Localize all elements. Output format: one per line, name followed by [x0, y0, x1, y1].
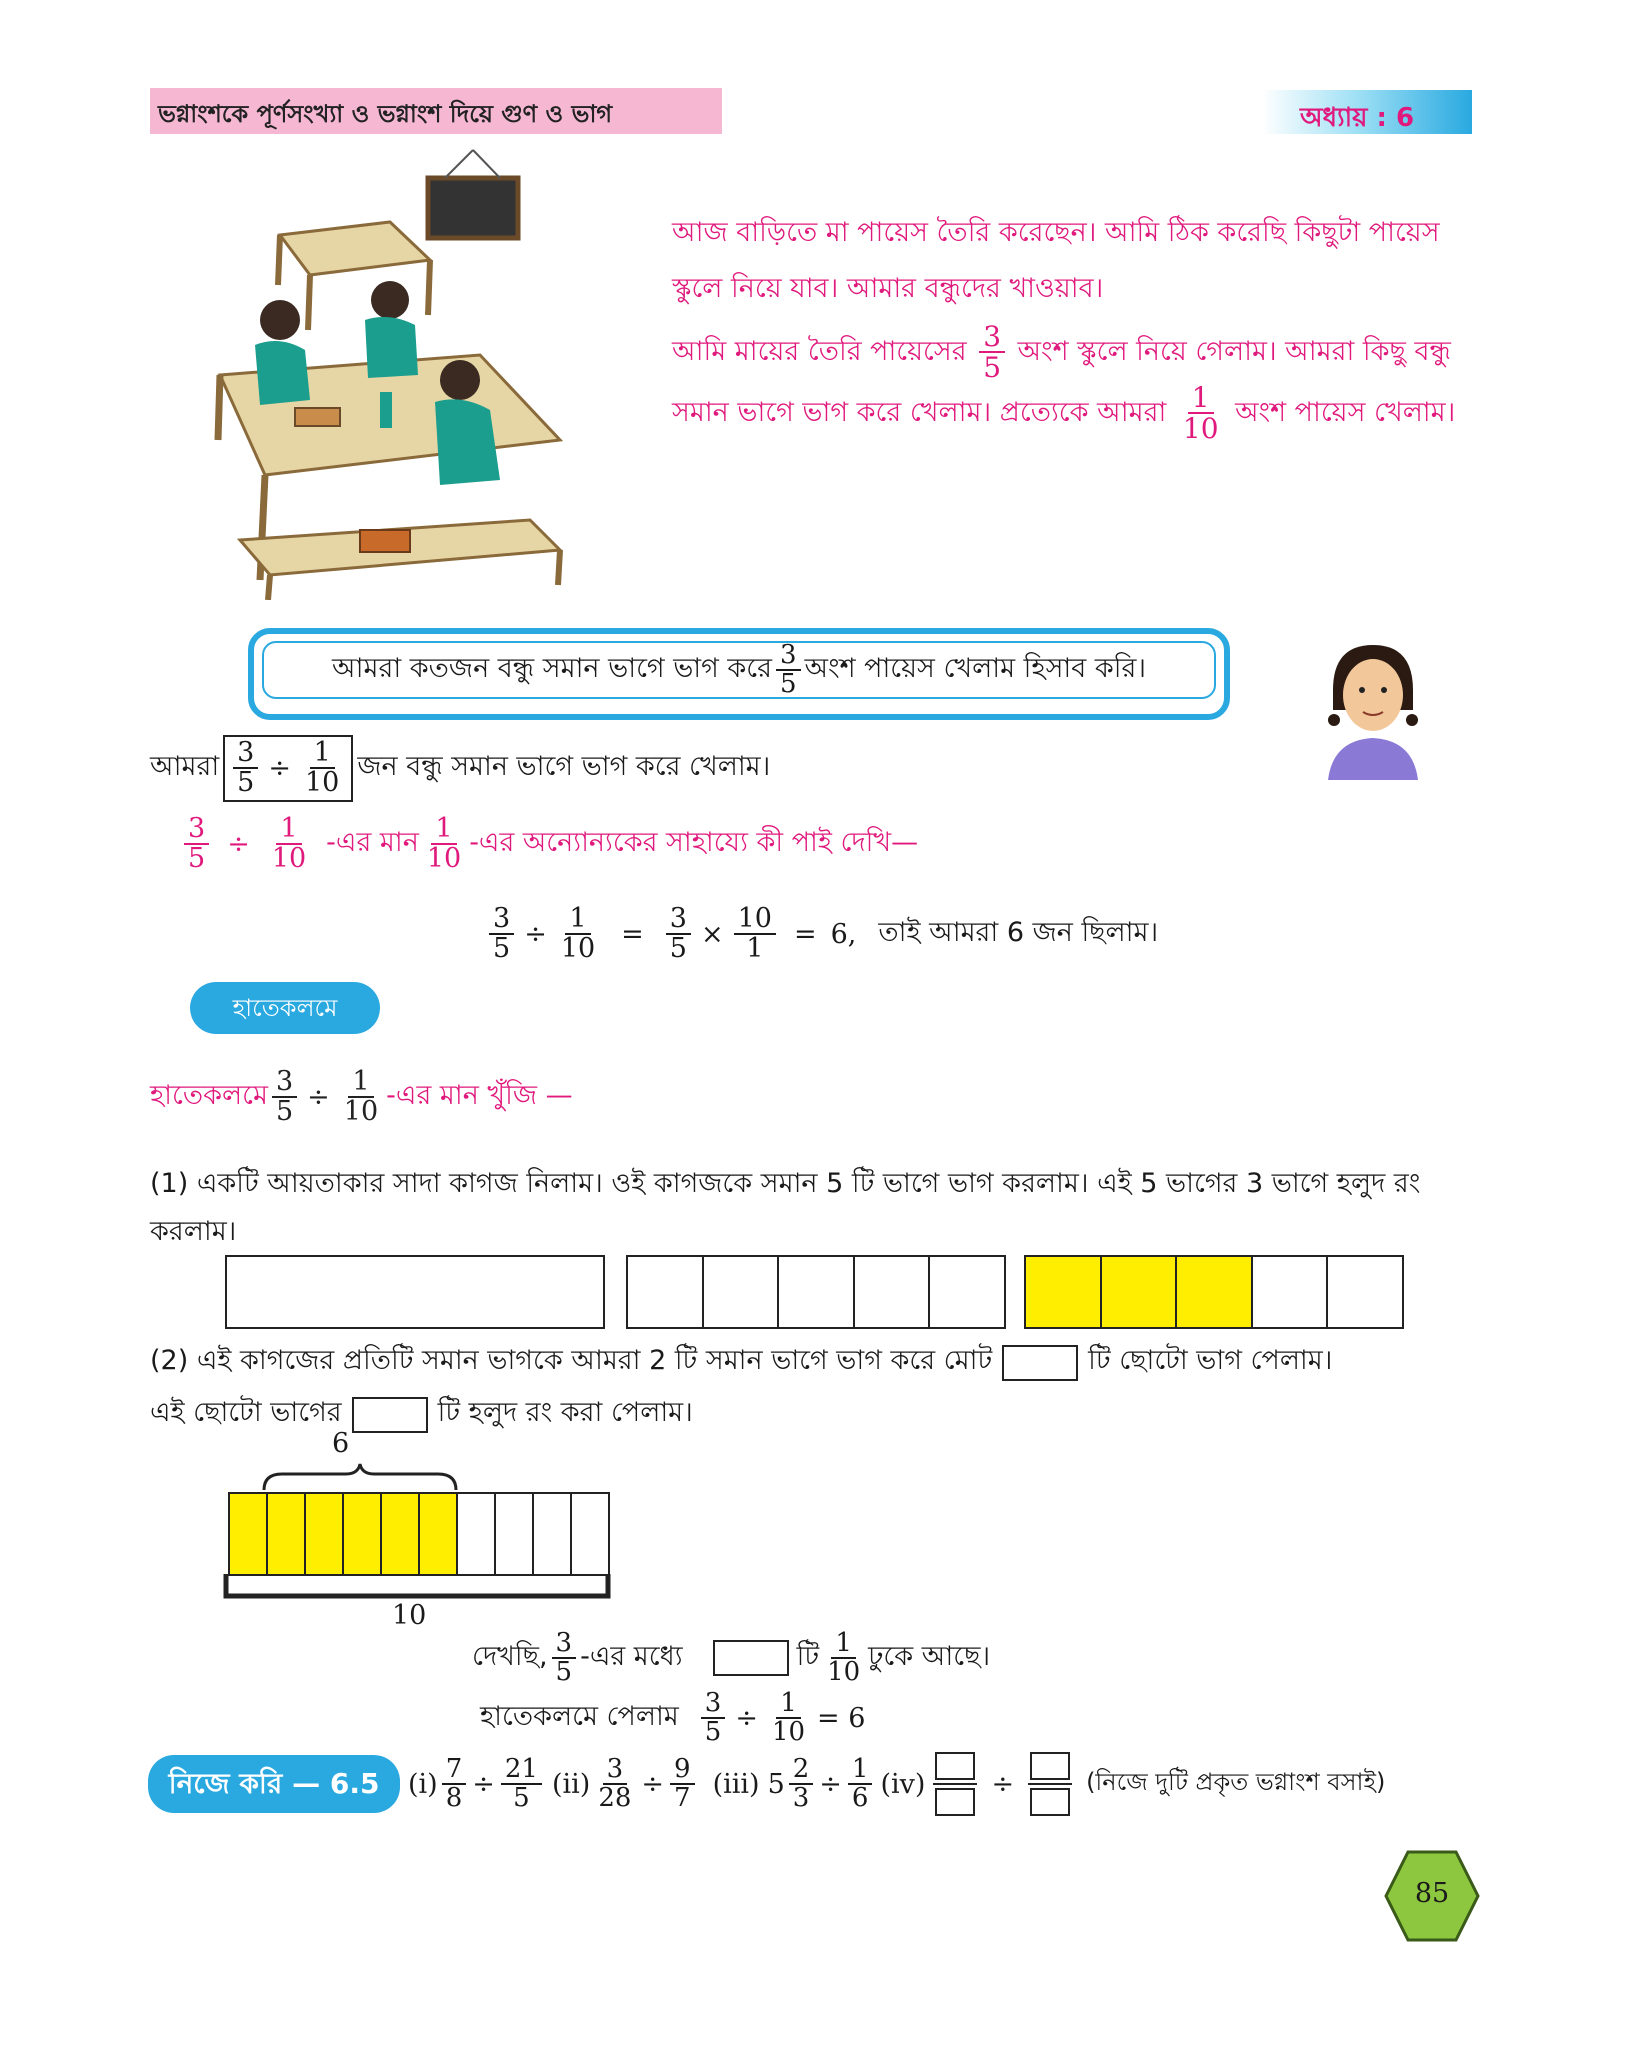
find-fraction-2: [340, 1068, 382, 1127]
bottle: [380, 392, 392, 428]
blank-denominator[interactable]: [935, 1788, 975, 1816]
answer-box-total[interactable]: [1002, 1345, 1078, 1381]
girl-body: [1328, 738, 1418, 780]
result-value: = 6: [817, 1702, 866, 1734]
exercise-i-label: (i): [408, 1768, 438, 1800]
denominator: 5: [669, 933, 687, 965]
amra-fraction-1: [233, 739, 258, 798]
student-2-head: [371, 281, 409, 319]
blank-denominator[interactable]: [1030, 1788, 1070, 1816]
exercise-ii-label: (ii): [551, 1768, 591, 1800]
strip-cell-yellow: [306, 1494, 344, 1574]
exercise-iii-label: (iii): [712, 1768, 760, 1800]
equals-sign: =: [793, 918, 817, 950]
denominator: 8: [445, 1783, 463, 1813]
bottom-label: 10: [392, 1600, 427, 1631]
answer-box-count[interactable]: [713, 1640, 789, 1676]
strip-cell: [534, 1494, 572, 1574]
denominator: 10: [560, 933, 596, 965]
step-1-text: (1) একটি আয়তাকার সাদা কাগজ নিলাম। ওই কাগজকে সমান 5 টি ভাগে ভাগ করলাম। এই 5 ভাগের 3 ভাগে হলুদ রং করলাম।: [150, 1168, 1421, 1247]
denominator: 5: [704, 1717, 722, 1748]
divide-sign: ÷: [735, 1702, 758, 1734]
step-2-text-d: টি হলুদ রং করা পেলাম।: [437, 1397, 693, 1428]
answer-box-yellow[interactable]: [352, 1397, 428, 1433]
blank-fraction-1[interactable]: [933, 1752, 977, 1816]
books: [360, 530, 410, 552]
strip-cell: [855, 1257, 931, 1327]
numerator: 1: [776, 1690, 801, 1719]
step-2-line-1: [150, 1340, 1332, 1385]
equation-result: 6,: [830, 918, 857, 950]
numerator: 3: [701, 1690, 726, 1719]
lunchbox: [295, 408, 340, 426]
denominator: 28: [598, 1783, 632, 1813]
observe-text-b: -এর মধ্যে: [580, 1640, 683, 1672]
divide-sign: ÷: [307, 1081, 330, 1113]
numerator: 3: [603, 1756, 628, 1785]
fraction-bar: [1028, 1783, 1072, 1785]
exercise-note: (নিজে দুটি প্রকৃত ভগ্নাংশ বসাই): [1086, 1768, 1386, 1796]
ten-part-strip: [228, 1492, 610, 1576]
eq-fraction-2: [557, 905, 599, 964]
step-2-text-a: (2) এই কাগজের প্রতিটি সমান ভাগকে আমরা 2 টি সমান ভাগে ভাগ করে মোট: [150, 1345, 993, 1376]
ex-iii-fraction-2: [848, 1753, 873, 1813]
find-line: [150, 1068, 573, 1127]
denominator: 5: [188, 843, 206, 875]
recip-fraction-3: [423, 815, 465, 874]
denominator: 10: [827, 1657, 861, 1688]
strip-cell-yellow: [1177, 1257, 1253, 1327]
eq-fraction-4: [734, 905, 776, 964]
numerator: 1: [348, 1068, 373, 1098]
story-fraction-3-5: [979, 322, 1005, 383]
result-fraction-1: [701, 1690, 726, 1747]
recip-text-b: -এর অন্যোন্যকের সাহায্যে কী পাই দেখি—: [469, 826, 919, 858]
bottom-bracket: [222, 1572, 612, 1600]
numerator: 3: [184, 815, 209, 845]
ex-iii-fraction-1: [789, 1753, 814, 1813]
strip-cell: [930, 1257, 1004, 1327]
strip-cell: [458, 1494, 496, 1574]
strip-cell: [227, 1257, 603, 1327]
blackboard: [428, 178, 518, 238]
story-paragraph-2: [672, 322, 1492, 444]
denominator: 5: [237, 767, 255, 799]
back-table: [280, 222, 430, 275]
student-1-head: [260, 300, 300, 340]
blank-paper-strip: [225, 1255, 605, 1329]
step-2-line-2: [150, 1392, 693, 1437]
observe-text-d: ঢুকে আছে।: [868, 1640, 991, 1672]
classroom-illustration: [200, 140, 630, 600]
numerator: 3: [666, 905, 691, 935]
denominator: 10: [304, 767, 340, 799]
numerator: 21: [501, 1756, 542, 1785]
girl-illustration: [1318, 640, 1428, 780]
multiply-sign: ×: [700, 918, 724, 950]
amra-prefix: আমরা: [150, 750, 220, 782]
strip-cell: [1253, 1257, 1329, 1327]
denominator: 5: [275, 1096, 294, 1128]
strip-cell-yellow: [230, 1494, 268, 1574]
strip-cell-yellow: [344, 1494, 382, 1574]
ex-iii-whole: 5: [767, 1768, 785, 1800]
numerator: 9: [670, 1756, 695, 1785]
divide-sign: ÷: [227, 828, 250, 860]
recip-text-a: -এর মান: [326, 826, 419, 858]
story-text-a: আমি মায়ের তৈরি পায়েসের: [672, 335, 967, 367]
divide-sign: ÷: [819, 1768, 842, 1800]
strip-cell: [779, 1257, 855, 1327]
denominator: 1: [746, 933, 764, 965]
numerator: 3: [552, 1630, 577, 1659]
step-2-text-c: এই ছোটো ভাগের: [150, 1397, 342, 1428]
equation-conclusion: তাই আমরা 6 জন ছিলাম।: [878, 916, 1159, 948]
denominator: 10: [271, 843, 307, 875]
denominator: 10: [771, 1717, 806, 1748]
chapter-label: অধ্যায় : 6: [1300, 103, 1415, 133]
numerator: 3: [272, 1068, 297, 1098]
denominator: 7: [674, 1783, 691, 1813]
ex-i-fraction-2: [501, 1753, 542, 1813]
numerator: 3: [233, 739, 258, 769]
numerator: 1: [848, 1756, 873, 1785]
observe-fraction-1: [552, 1630, 577, 1687]
numerator: 1: [310, 739, 335, 769]
blank-fraction-2[interactable]: [1028, 1752, 1072, 1816]
five-part-strip: [626, 1255, 1006, 1329]
eq-fraction-1: [489, 905, 514, 964]
amra-suffix: জন বন্ধু সমান ভাগে ভাগ করে খেলাম।: [357, 750, 771, 782]
strip-cell: [704, 1257, 780, 1327]
eq-fraction-3: [666, 905, 691, 964]
exercise-badge: নিজে করি — 6.5: [148, 1755, 400, 1813]
equals-sign: =: [621, 918, 644, 950]
recip-fraction-2: [268, 815, 310, 874]
find-fraction-1: [272, 1068, 297, 1127]
strip-cell-yellow: [1102, 1257, 1178, 1327]
numerator: 1: [276, 815, 301, 845]
numerator: 10: [734, 905, 776, 935]
step-2-text-b: টি ছোটো ভাগ পেলাম।: [1088, 1345, 1333, 1376]
numerator: 1: [431, 815, 456, 845]
story-text-c: অংশ পায়েস খেলাম।: [1235, 396, 1456, 428]
result-text-a: হাতেকলমে পেলাম: [480, 1700, 679, 1732]
recip-fraction-1: [184, 815, 209, 874]
numerator: 1: [565, 905, 590, 935]
denominator: 5: [983, 351, 1002, 385]
denominator: 6: [851, 1783, 869, 1813]
numerator: 3: [776, 642, 801, 671]
find-text-a: হাতেকলমে: [150, 1079, 268, 1111]
denominator: 5: [493, 933, 511, 965]
strip-cell: [572, 1494, 608, 1574]
result-line: [480, 1690, 865, 1747]
denominator: 5: [780, 669, 797, 699]
line-amra: [150, 735, 770, 802]
denominator: 5: [555, 1657, 573, 1688]
numerator: 7: [442, 1756, 467, 1785]
exercise-iv-label: (iv): [880, 1768, 926, 1800]
strip-cell: [496, 1494, 534, 1574]
divide-sign: ÷: [641, 1768, 665, 1800]
denominator: 5: [513, 1783, 530, 1813]
topic-title: ভগ্নাংশকে পূর্ণসংখ্যা ও ভগ্নাংশ দিয়ে গুণ ও ভাগ: [158, 100, 613, 128]
question-fraction: [776, 639, 801, 699]
question-box-inner: [262, 641, 1216, 699]
blank-numerator[interactable]: [1030, 1752, 1070, 1780]
ex-ii-fraction-2: [670, 1753, 695, 1813]
girl-face: [1343, 659, 1403, 731]
strip-cell-yellow: [420, 1494, 458, 1574]
denominator: 10: [426, 843, 462, 875]
page-number: 85: [1414, 1878, 1450, 1909]
question-text-a: আমরা কতজন বন্ধু সমান ভাগে ভাগ করে: [332, 652, 773, 684]
strip-cell-yellow: [268, 1494, 306, 1574]
blank-numerator[interactable]: [935, 1752, 975, 1780]
ex-i-fraction-1: [442, 1753, 467, 1813]
curly-brace: [262, 1462, 458, 1492]
denominator: 10: [1182, 412, 1219, 446]
divide-sign: ÷: [524, 918, 547, 950]
strip-cell-yellow: [1026, 1257, 1102, 1327]
observe-line: [472, 1630, 990, 1687]
question-text-b: অংশ পায়েস খেলাম হিসাব করি।: [804, 652, 1146, 684]
three-fifths-shaded-strip: [1024, 1255, 1404, 1329]
ex-ii-fraction-1: [594, 1753, 635, 1813]
brace-label: 6: [332, 1428, 350, 1459]
amra-expression-box: [223, 735, 353, 802]
denominator: 10: [343, 1096, 379, 1128]
exercise-line: [408, 1752, 1385, 1816]
student-3-head: [440, 360, 480, 400]
numerator: 1: [1188, 383, 1214, 414]
observe-fraction-2: [823, 1630, 864, 1687]
numerator: 1: [831, 1630, 856, 1659]
strip-cell: [628, 1257, 704, 1327]
divide-sign: ÷: [472, 1768, 495, 1800]
denominator: 3: [792, 1783, 810, 1813]
divide-sign: ÷: [268, 752, 291, 784]
find-text-b: -এর মান খুঁজি —: [386, 1079, 573, 1111]
numerator: 2: [789, 1756, 814, 1785]
observe-text-c: টি: [796, 1640, 820, 1672]
result-fraction-2: [768, 1690, 809, 1747]
divide-sign: ÷: [991, 1768, 1015, 1800]
story-fraction-1-10: [1179, 380, 1223, 446]
strip-cell-yellow: [382, 1494, 420, 1574]
story-text-b: অংশ স্কুলে নিয়ে গেলাম। আমরা কিছু বন্ধু সমান ভাগে ভাগ করে খেলাম। প্রত্যেকে আমরা: [672, 335, 1451, 428]
hatekalame-badge: হাতেকলমে: [190, 982, 380, 1034]
fraction-bar: [933, 1783, 977, 1785]
amra-fraction-2: [301, 739, 343, 798]
numerator: 3: [979, 322, 1005, 353]
story-paragraph-1: আজ বাড়িতে মা পায়েস তৈরি করেছেন। আমি ঠিক করেছি কিছুটা পায়েস স্কুলে নিয়ে যাব। আমার বন্ধুদের খাওয়াব।: [672, 217, 1440, 304]
equation-line: [485, 905, 1158, 964]
strip-cell: [1328, 1257, 1402, 1327]
observe-text-a: দেখছি,: [472, 1640, 548, 1672]
reciprocal-line: [180, 815, 918, 874]
numerator: 3: [489, 905, 514, 935]
